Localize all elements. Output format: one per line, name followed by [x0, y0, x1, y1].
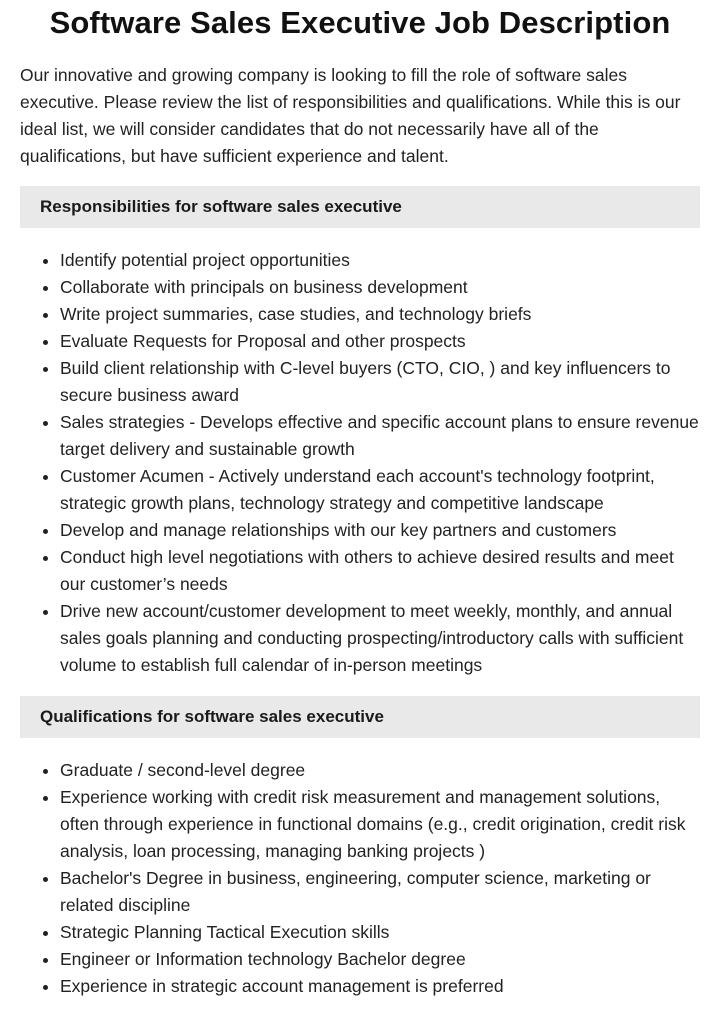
qualifications-heading: Qualifications for software sales executive: [20, 696, 700, 738]
list-item: • Conduct high level negotiations with others to achieve desired results and meet our customer’s needs: [60, 544, 700, 598]
list-item: • Build client relationship with C-level buyers (CTO, CIO, ) and key influencers to secure business award: [60, 355, 700, 409]
page-title: Software Sales Executive Job Description: [49, 5, 671, 40]
responsibilities-list: [20, 247, 700, 679]
intro-paragraph: Our innovative and growing company is looking to fill the role of software sales executive. Please review the list of responsibilities and qualifications. While this is our ideal list, we will consider candidates that do not necessarily have all of the qualifications, but have sufficient experience and talent.: [20, 65, 681, 166]
list-item: • Experience working with credit risk measurement and management solutions, often through experience in functional domains (e.g., credit origination, credit risk analysis, loan processing, managing banking projects ): [60, 784, 700, 865]
list-item: • Evaluate Requests for Proposal and other prospects: [60, 328, 700, 355]
list-item: • Experience in strategic account management is preferred: [60, 973, 700, 1000]
list-item: • Drive new account/customer development to meet weekly, monthly, and annual sales goals planning and conducting prospecting/introductory calls with sufficient volume to establish full calendar of in-person meetings: [60, 598, 700, 679]
list-item: • Sales strategies - Develops effective and specific account plans to ensure revenue target delivery and sustainable growth: [60, 409, 700, 463]
list-item: • Develop and manage relationships with our key partners and customers: [60, 517, 700, 544]
list-item: • Graduate / second-level degree: [60, 757, 700, 784]
qualifications-list: [20, 757, 700, 1000]
list-item: • Write project summaries, case studies, and technology briefs: [60, 301, 700, 328]
list-item: • Customer Acumen - Actively understand each account's technology footprint, strategic growth plans, technology strategy and competitive landscape: [60, 463, 700, 517]
list-item: • Collaborate with principals on business development: [60, 274, 700, 301]
list-item: • Engineer or Information technology Bachelor degree: [60, 946, 700, 973]
list-item: • Identify potential project opportunities: [60, 247, 700, 274]
list-item: • Strategic Planning Tactical Execution skills: [60, 919, 700, 946]
list-item: • Bachelor's Degree in business, engineering, computer science, marketing or related discipline: [60, 865, 700, 919]
responsibilities-heading: Responsibilities for software sales executive: [20, 186, 700, 228]
